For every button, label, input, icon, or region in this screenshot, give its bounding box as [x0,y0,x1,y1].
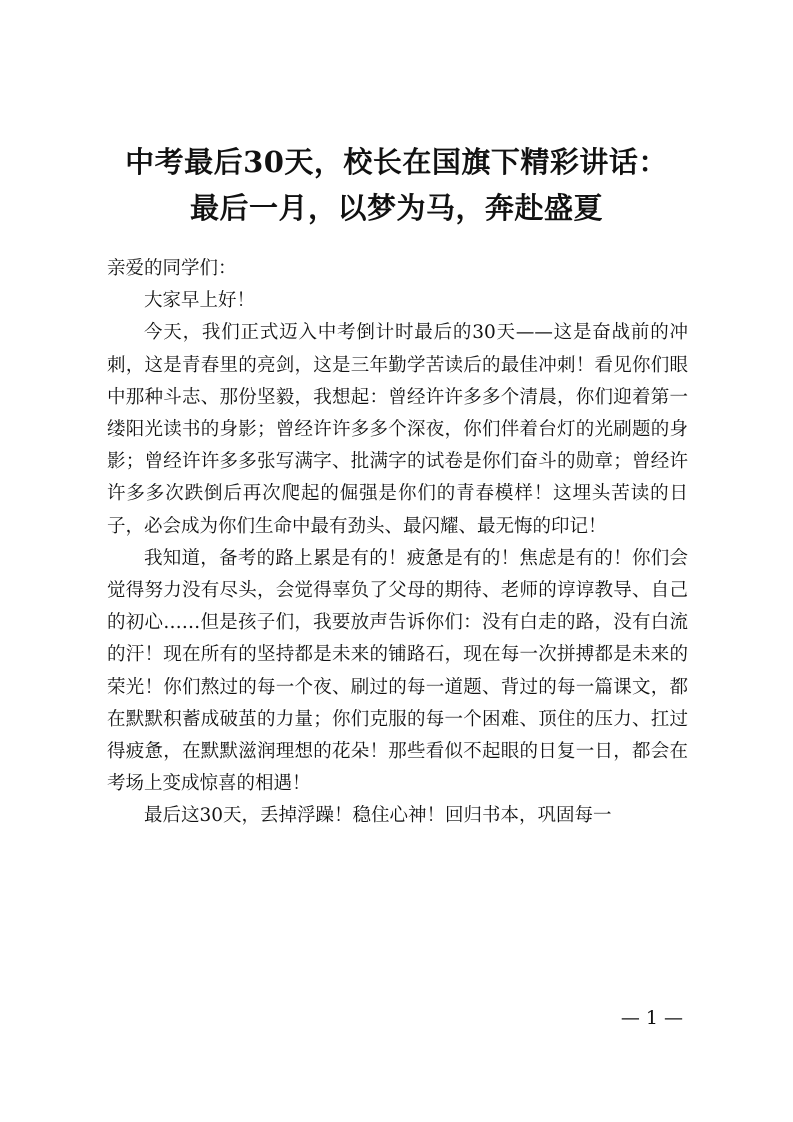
speech-body [107,253,688,833]
title-line-2: 最后一月，以梦为马，奔赴盛夏 [189,191,603,225]
salutation: 亲爱的同学们： [107,258,237,279]
paragraph-encouragement: 我知道，备考的路上累是有的！疲惫是有的！焦虑是有的！你们会觉得努力没有尽头，会觉得辜负了父母的期待、老师的谆谆教导、自己的初心……但是孩子们，我要放声告诉你们：没有白走的路，没有白流的汗！现在所有的坚持都是未来的铺路石，现在每一次拼搏都是未来的荣光！你们熬过的每一个夜、刷过的每一道题、背过的每一篇课文，都在默默积蓄成破茧的力量；你们克服的每一个困难、顶住的压力、扛过得疲惫，在默默滋润理想的花朵！那些看似不起眼的日复一日，都会在考场上变成惊喜的相遇！ [107,547,688,795]
document-title [100,139,693,231]
paragraph-final-days: 最后这30天，丢掉浮躁！稳住心神！回归书本，巩固每一 [144,805,612,827]
page-number: — 1 — [620,1007,683,1029]
title-line-1: 中考最后30天，校长在国旗下精彩讲话： [125,145,668,179]
paragraph-countdown: 今天，我们正式迈入中考倒计时最后的30天——这是奋战前的冲刺，这是青春里的亮剑，这是三年勤学苦读后的最佳冲刺！看见你们眼中那种斗志、那份坚毅，我想起：曾经许许多多个清晨，你们迎着第一缕阳光读书的身影；曾经许许多多个深夜，你们伴着台灯的光刷题的身影；曾经许许多多张写满字、批满字的试卷是你们奋斗的勋章；曾经许许多多次跌倒后再次爬起的倔强是你们的青春模样！这埋头苦读的日子，必会成为你们生命中最有劲头、最闪耀、最无悔的印记！ [107,322,688,537]
paragraph-greeting: 大家早上好！ [144,290,256,312]
